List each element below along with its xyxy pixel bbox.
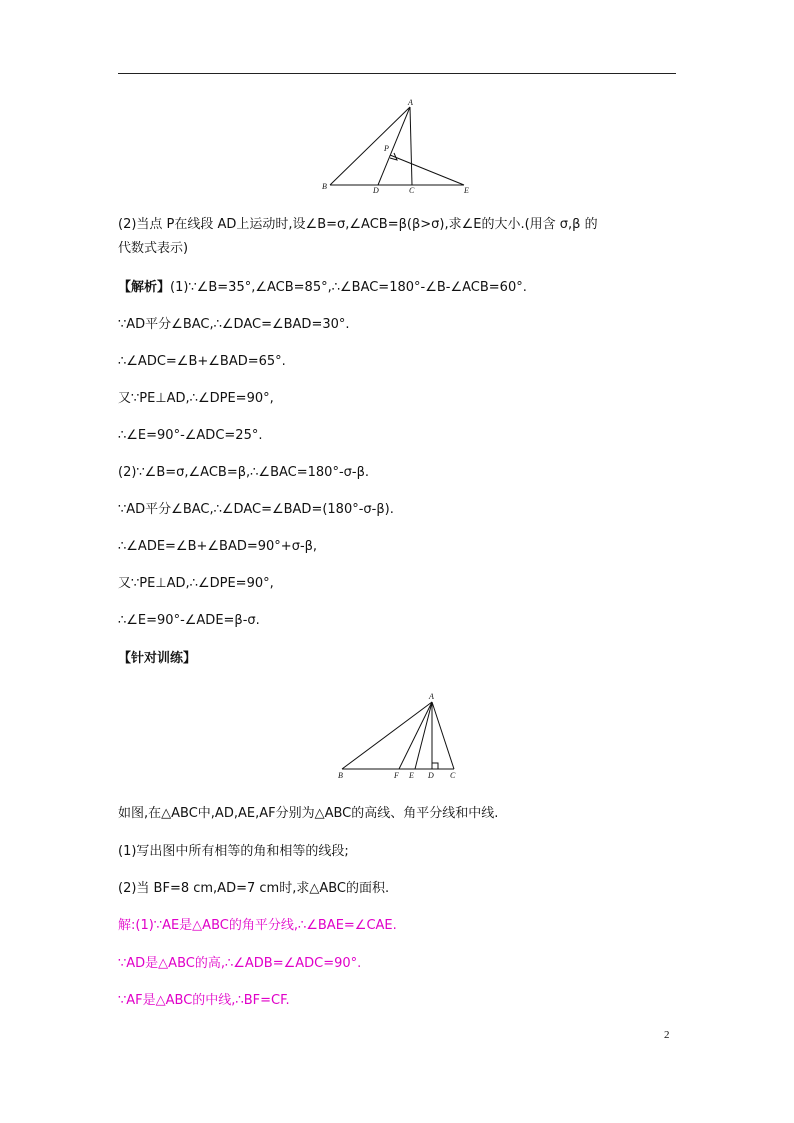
- solution-text: (1)∵∠B=35°,∠ACB=85°,∴∠BAC=180°-∠B-∠ACB=60°.: [170, 280, 527, 295]
- solution-line-4: 又∵PE⊥AD,∴∠DPE=90°,: [118, 391, 274, 406]
- right-angle-mark: [432, 763, 438, 769]
- solution-line-8: ∴∠ADE=∠B+∠BAD=90°+σ-β,: [118, 539, 318, 554]
- segment-AF: [399, 702, 432, 769]
- answer-line-3: ∵AF是△ABC的中线,∴BF=CF.: [118, 993, 290, 1008]
- label-D: D: [373, 186, 379, 194]
- label-E: E: [409, 771, 414, 780]
- header-rule: [118, 73, 676, 74]
- label-D: D: [428, 771, 434, 780]
- label-F: F: [394, 771, 399, 780]
- solution-line-10: ∴∠E=90°-∠ADE=β-σ.: [118, 613, 260, 628]
- triangle-figure-2: [332, 690, 468, 782]
- answer-line-2: ∵AD是△ABC的高,∴∠ADB=∠ADC=90°.: [118, 956, 362, 971]
- label-E: E: [464, 186, 469, 194]
- triangle-figure-1: [318, 98, 478, 194]
- segment-AD: [378, 107, 410, 185]
- solution-line-3: ∴∠ADC=∠B+∠BAD=65°.: [118, 354, 286, 369]
- segment-AC: [410, 107, 412, 185]
- solution-heading: 【解析】: [118, 280, 171, 295]
- solution-line-2: ∵AD平分∠BAC,∴∠DAC=∠BAD=30°.: [118, 317, 350, 332]
- solution-line-7: ∵AD平分∠BAC,∴∠DAC=∠BAD=(180°-σ-β).: [118, 502, 394, 517]
- label-B: B: [322, 182, 327, 191]
- label-C: C: [409, 186, 415, 194]
- label-C: C: [450, 771, 456, 780]
- label-B: B: [338, 771, 343, 780]
- segment-AE: [415, 702, 432, 769]
- label-P: P: [384, 144, 389, 153]
- solution-line-9: 又∵PE⊥AD,∴∠DPE=90°,: [118, 576, 274, 591]
- segment-AB: [342, 702, 432, 769]
- label-A: A: [429, 692, 434, 701]
- segment-AB: [330, 107, 410, 185]
- solution-line-6: (2)∵∠B=σ,∠ACB=β,∴∠BAC=180°-σ-β.: [118, 465, 369, 480]
- practice-heading: 【针对训练】: [118, 651, 197, 666]
- part2-question-line2: 代数式表示): [118, 241, 189, 256]
- label-A: A: [408, 98, 413, 107]
- segment-AC: [432, 702, 454, 769]
- practice-question-2: (2)当 BF=8 cm,AD=7 cm时,求△ABC的面积.: [118, 881, 390, 896]
- part2-question-line1: (2)当点 P在线段 AD上运动时,设∠B=σ,∠ACB=β(β>σ),求∠E的大小.(用含 σ,β 的: [118, 217, 598, 232]
- solution-line-5: ∴∠E=90°-∠ADC=25°.: [118, 428, 263, 443]
- solution-line-1: [118, 279, 527, 297]
- answer-line-1: 解:(1)∵AE是△ABC的角平分线,∴∠BAE=∠CAE.: [118, 918, 397, 933]
- segment-PE: [390, 155, 464, 185]
- page-number: 2: [664, 1029, 670, 1041]
- practice-problem: 如图,在△ABC中,AD,AE,AF分别为△ABC的高线、角平分线和中线.: [118, 806, 499, 821]
- practice-question-1: (1)写出图中所有相等的角和相等的线段;: [118, 844, 349, 859]
